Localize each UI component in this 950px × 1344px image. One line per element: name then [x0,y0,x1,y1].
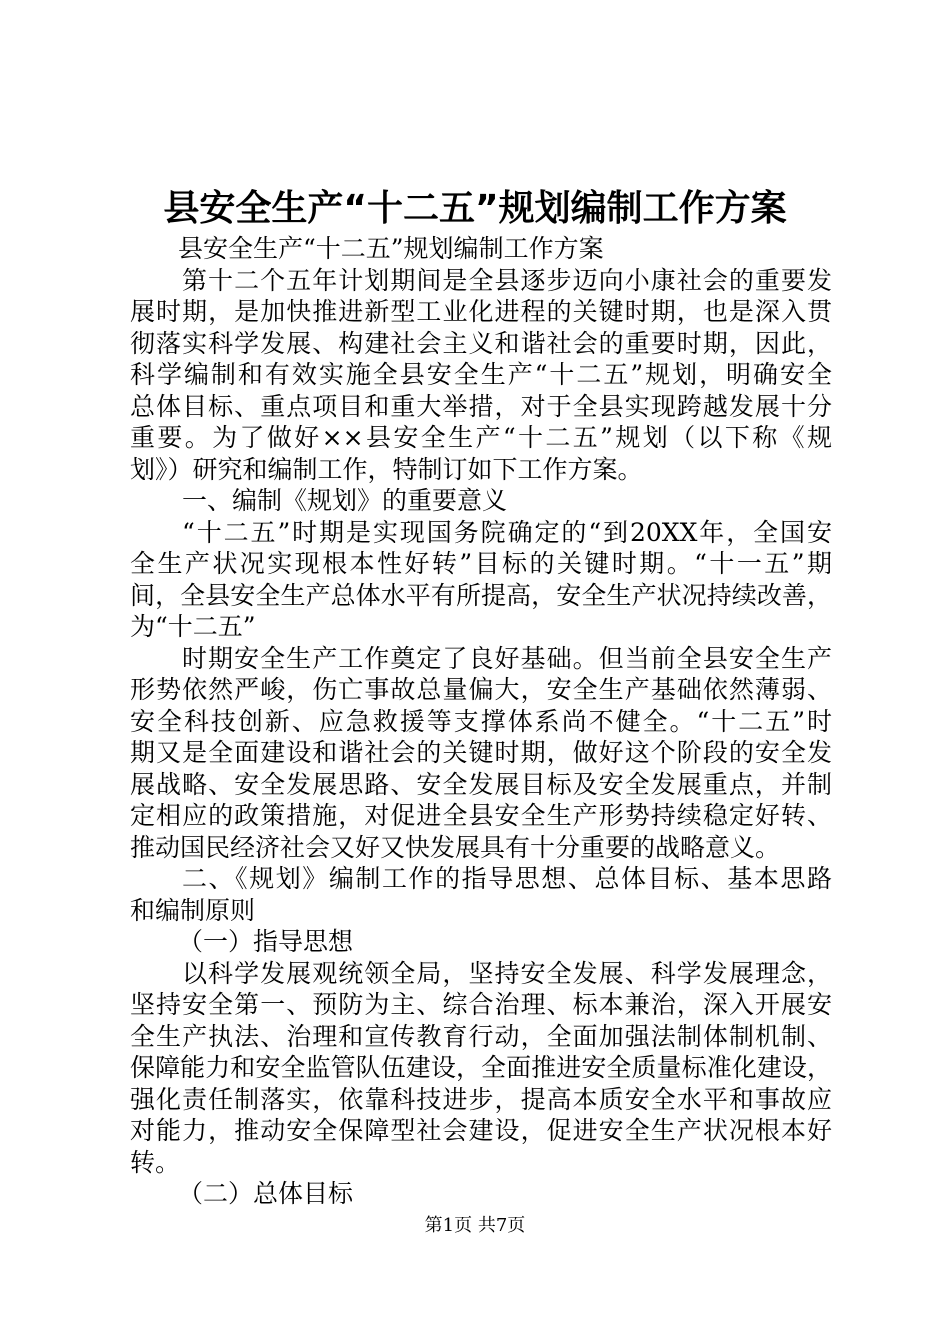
body-line: 坚持安全第一、预防为主、综合治理、标本兼治，深入开展安 [130,990,832,1019]
body-line: 划》）研究和编制工作，特制订如下工作方案。 [130,454,643,484]
body-line: 保障能力和安全监管队伍建设，全面推进安全质量标准化建设， [130,1053,832,1082]
body-line: 全生产执法、治理和宣传教育行动，全面加强法制体制机制、 [130,1021,832,1051]
body-line: （一）指导思想 [178,927,354,956]
body-line: 安全科技创新、应急救援等支撑体系尚不健全。“十二五”时 [130,706,832,736]
body-line: 全生产状况实现根本性好转”目标的关键时期。“十一五”期 [130,549,832,578]
document-title: 县安全生产“十二五”规划编制工作方案 [163,188,787,229]
body-line: 形势依然严峻，伤亡事故总量偏大，安全生产基础依然薄弱、 [130,675,832,704]
body-line: 强化责任制落实，依靠科技进步，提高本质安全水平和事故应 [130,1084,832,1114]
body-line: 定相应的政策措施，对促进全县安全生产形势持续稳定好转、 [130,801,832,830]
body-line: “十二五”时期是实现国务院确定的“到20XX年，全国安 [182,517,832,547]
body-line: 以科学发展观统领全局，坚持安全发展、科学发展理念， [182,958,832,988]
body-line: 重要。为了做好××县安全生产“十二五”规划（以下称《规 [130,423,832,452]
body-line: 为“十二五” [130,612,256,641]
body-line: 对能力，推动安全保障型社会建设，促进安全生产状况根本好 [130,1116,832,1145]
document-body [130,233,832,1210]
body-line: 总体目标、重点项目和重大举措，对于全县实现跨越发展十分 [130,391,832,421]
body-line: （二）总体目标 [178,1179,354,1208]
body-line: 转。 [130,1147,181,1177]
body-line: 彻落实科学发展、构建社会主义和谐社会的重要时期，因此， [130,328,832,358]
body-line: 二、《规划》编制工作的指导思想、总体目标、基本思路 [182,864,832,893]
body-line: 时期安全生产工作奠定了良好基础。但当前全县安全生产 [182,643,832,673]
body-line: 和编制原则 [130,895,256,925]
body-line: 县安全生产“十二五”规划编制工作方案 [178,234,604,263]
body-line: 一、编制《规划》的重要意义 [182,486,508,515]
body-line: 展战略、安全发展思路、安全发展目标及安全发展重点，并制 [130,769,832,799]
page-footer: 第1页 共7页 [424,1215,526,1236]
body-line: 期又是全面建设和谐社会的关键时期，做好这个阶段的安全发 [130,738,832,767]
body-line: 推动国民经济社会又好又快发展具有十分重要的战略意义。 [130,832,781,862]
body-line: 间，全县安全生产总体水平有所提高，安全生产状况持续改善， [130,580,832,610]
body-line: 第十二个五年计划期间是全县逐步迈向小康社会的重要发 [182,265,832,295]
body-line: 展时期，是加快推进新型工业化进程的关键时期，也是深入贯 [130,297,832,326]
body-line: 科学编制和有效实施全县安全生产“十二五”规划，明确安全 [130,360,832,389]
